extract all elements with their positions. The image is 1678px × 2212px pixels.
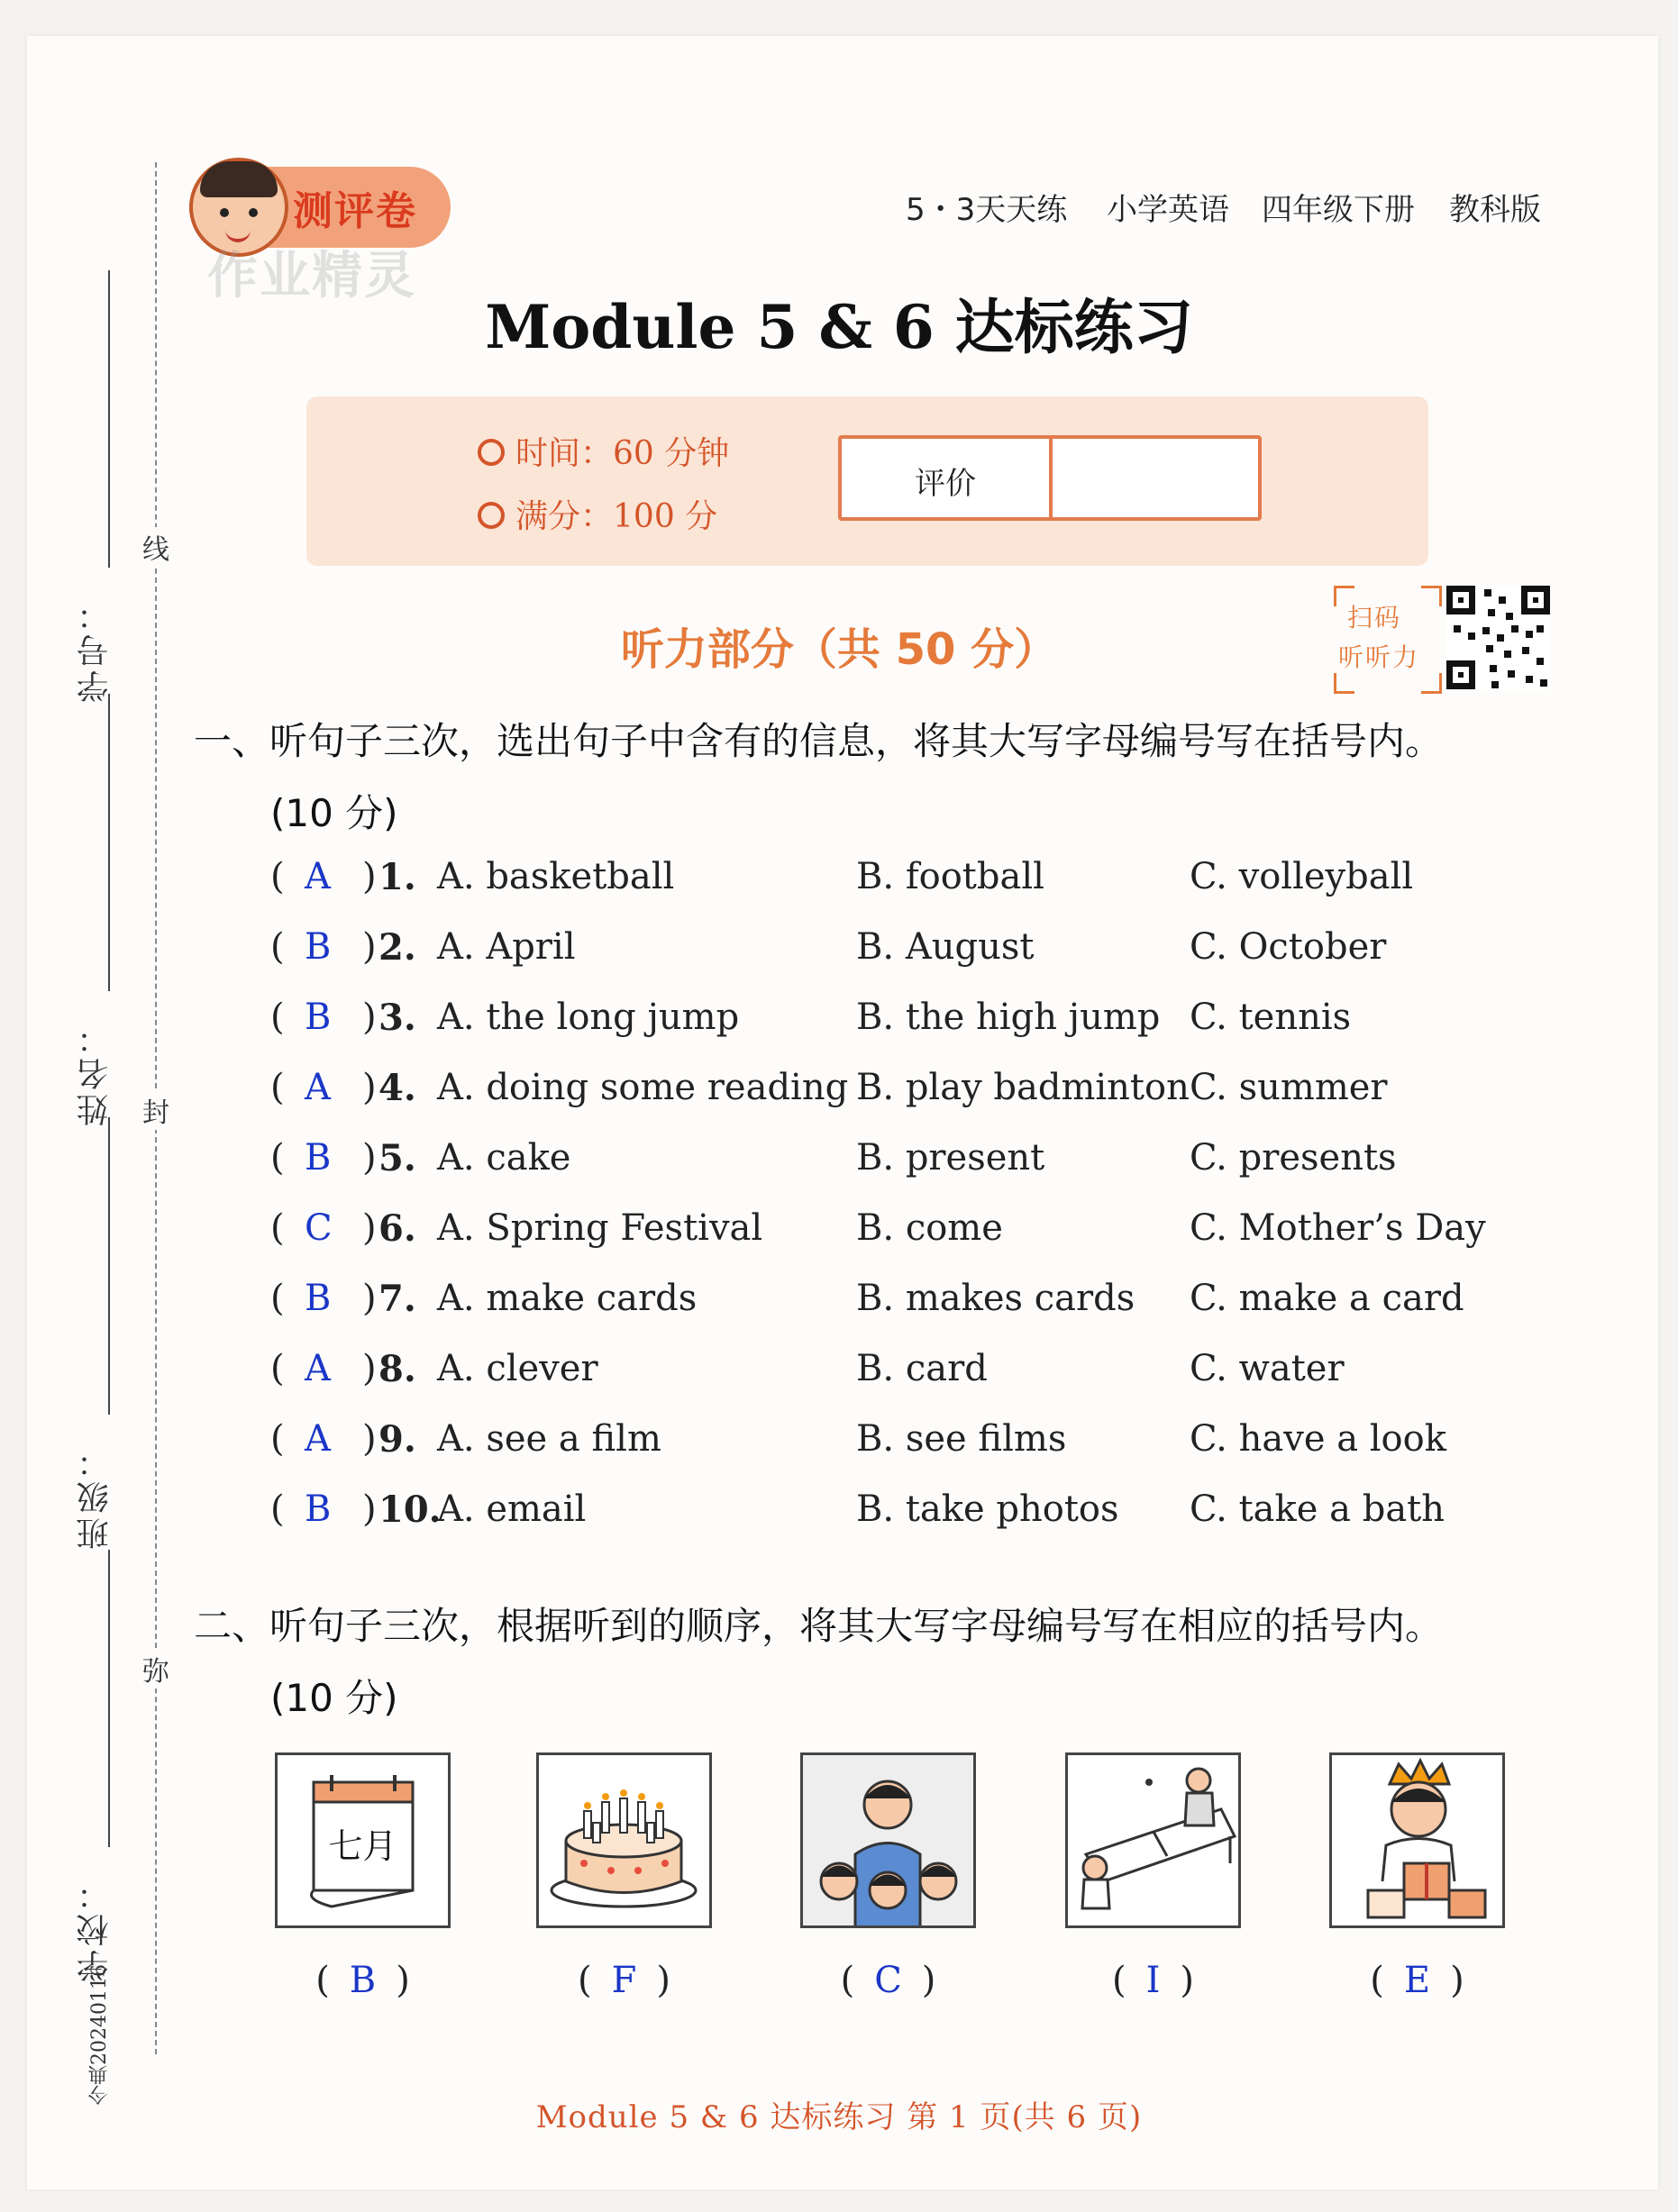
scan-to-listen[interactable] bbox=[1334, 586, 1442, 694]
question-number: 8. bbox=[378, 1348, 416, 1390]
answer-paren-open: ( bbox=[270, 1418, 285, 1460]
field-name: 姓名： bbox=[77, 1018, 114, 1126]
grade: 四年级下册 bbox=[1262, 192, 1415, 228]
option-c: C. make a card bbox=[1190, 1278, 1464, 1319]
option-c: C. summer bbox=[1190, 1067, 1388, 1108]
answer-paren-close: ) bbox=[362, 926, 377, 968]
answer-paren-open: ( bbox=[270, 926, 285, 968]
answer-value: C bbox=[874, 1960, 902, 2001]
answer-paren-open: ( bbox=[270, 1348, 285, 1389]
question-number: 10. bbox=[378, 1488, 442, 1531]
answer-value: I bbox=[1145, 1960, 1161, 2001]
option-b: B. see films bbox=[856, 1418, 1067, 1460]
answer-value: B bbox=[305, 1488, 332, 1530]
score-label: 满分： bbox=[515, 498, 614, 535]
answer-paren-close: ) bbox=[1450, 1960, 1464, 2001]
option-a: A. make cards bbox=[437, 1278, 698, 1319]
question-row bbox=[270, 856, 1559, 910]
question-number: 6. bbox=[378, 1207, 416, 1250]
option-a: A. April bbox=[437, 926, 576, 968]
scan-text-2: 听听力 bbox=[1338, 642, 1420, 672]
answer-value: A bbox=[305, 856, 331, 897]
subject: 小学英语 bbox=[1107, 192, 1229, 228]
answer-value: A bbox=[305, 1348, 331, 1389]
answer-paren-close: ) bbox=[362, 1488, 377, 1530]
option-a: A. the long jump bbox=[437, 997, 740, 1038]
time-value: 60 分钟 bbox=[613, 435, 730, 472]
field-student-id: 学号： bbox=[77, 595, 114, 703]
evaluation-box bbox=[838, 435, 1262, 521]
picture-teacher-students bbox=[800, 1752, 976, 1928]
question-row bbox=[270, 1067, 1559, 1121]
answer-paren-open: ( bbox=[270, 1278, 285, 1319]
option-c: C. have a look bbox=[1190, 1418, 1446, 1460]
answer-paren-open: ( bbox=[270, 997, 285, 1038]
picture-birthday-presents bbox=[1329, 1752, 1505, 1928]
answer-paren-open: ( bbox=[270, 1067, 285, 1108]
option-b: B. present bbox=[856, 1137, 1045, 1179]
option-a: A. Spring Festival bbox=[437, 1207, 763, 1249]
option-a: A. basketball bbox=[437, 856, 675, 897]
question-row bbox=[270, 926, 1559, 980]
answer-paren-open: ( bbox=[270, 856, 285, 897]
time-label: 时间： bbox=[515, 435, 614, 472]
question-number: 3. bbox=[378, 997, 416, 1039]
binding-mark-seal: 封 bbox=[142, 1090, 169, 1130]
print-code: 今典20240116 bbox=[88, 1964, 111, 2105]
section-2-score: (10 分) bbox=[270, 1676, 398, 1720]
page-footer: Module 5 & 6 达标练习 第 1 页(共 6 页) bbox=[535, 2099, 1143, 2135]
answer-value: F bbox=[611, 1960, 637, 2001]
picture-answer bbox=[1329, 1960, 1505, 2001]
option-a: A. doing some reading bbox=[437, 1067, 849, 1108]
question-number: 7. bbox=[378, 1278, 416, 1320]
option-b: B. makes cards bbox=[856, 1278, 1135, 1319]
option-b: B. take photos bbox=[856, 1488, 1119, 1530]
option-b: B. football bbox=[856, 856, 1044, 897]
picture-table-tennis bbox=[1065, 1752, 1241, 1928]
picture-birthday-cake bbox=[536, 1752, 712, 1928]
picture-answer bbox=[275, 1960, 451, 2001]
answer-value: B bbox=[349, 1960, 377, 2001]
field-line bbox=[108, 1550, 110, 1847]
binding-mark-seal-edge: 弥 bbox=[142, 1649, 169, 1689]
option-c: C. volleyball bbox=[1190, 856, 1414, 897]
time-info bbox=[478, 428, 729, 474]
answer-paren-open: ( bbox=[1111, 1960, 1126, 2001]
answer-paren-open: ( bbox=[840, 1960, 855, 2001]
answer-paren-close: ) bbox=[362, 1278, 377, 1319]
section-1-score: (10 分) bbox=[270, 791, 398, 835]
question-number: 1. bbox=[378, 856, 416, 898]
evaluation-label: 评价 bbox=[915, 466, 976, 502]
field-school: 学校： bbox=[77, 1874, 114, 1982]
page-title: Module 5 & 6 达标练习 bbox=[485, 292, 1193, 362]
answer-value: A bbox=[305, 1418, 331, 1460]
question-row bbox=[270, 997, 1559, 1051]
answer-paren-close: ) bbox=[362, 1137, 377, 1179]
option-a: A. clever bbox=[437, 1348, 598, 1389]
answer-value: B bbox=[305, 926, 332, 968]
badge-label: 测评卷 bbox=[293, 188, 417, 234]
exam-info-box bbox=[306, 396, 1428, 566]
question-row bbox=[270, 1488, 1559, 1543]
option-b: B. play badminton bbox=[856, 1067, 1190, 1108]
answer-value: B bbox=[305, 997, 332, 1038]
answer-paren-close: ) bbox=[1180, 1960, 1195, 2001]
answer-paren-close: ) bbox=[656, 1960, 670, 2001]
option-c: C. water bbox=[1190, 1348, 1345, 1389]
qr-code-icon[interactable] bbox=[1446, 586, 1550, 689]
field-class: 班级： bbox=[77, 1442, 114, 1550]
answer-value: A bbox=[305, 1067, 331, 1108]
calendar-text: 七月 bbox=[328, 1826, 397, 1866]
picture-answer bbox=[536, 1960, 712, 2001]
listening-section-heading: 听力部分（共 50 分） bbox=[620, 624, 1058, 675]
option-a: A. cake bbox=[437, 1137, 571, 1179]
answer-paren-close: ) bbox=[362, 1418, 377, 1460]
answer-paren-close: ) bbox=[362, 1348, 377, 1389]
answer-paren-close: ) bbox=[921, 1960, 936, 2001]
answer-paren-close: ) bbox=[396, 1960, 410, 2001]
picture-answer bbox=[1065, 1960, 1241, 2001]
section-1-title: 一、听句子三次，选出句子中含有的信息，将其大写字母编号写在括号内。 bbox=[194, 719, 1444, 763]
binding-mark-line: 线 bbox=[142, 527, 169, 567]
option-c: C. October bbox=[1190, 926, 1387, 968]
picture-calendar bbox=[275, 1752, 451, 1928]
answer-value: C bbox=[305, 1207, 333, 1249]
answer-paren-open: ( bbox=[1370, 1960, 1384, 2001]
question-row bbox=[270, 1207, 1559, 1261]
field-line bbox=[108, 1117, 110, 1415]
edition: 教科版 bbox=[1449, 192, 1541, 228]
question-row bbox=[270, 1418, 1559, 1472]
section-2-title: 二、听句子三次，根据听到的顺序，将其大写字母编号写在相应的括号内。 bbox=[194, 1604, 1444, 1648]
answer-value: B bbox=[305, 1278, 332, 1319]
question-number: 2. bbox=[378, 926, 416, 969]
answer-value: E bbox=[1403, 1960, 1431, 2001]
series-name: 5・3天天练 bbox=[906, 192, 1068, 228]
option-b: B. August bbox=[856, 926, 1035, 968]
option-b: B. card bbox=[856, 1348, 988, 1389]
score-info bbox=[478, 491, 717, 537]
answer-paren-open: ( bbox=[270, 1488, 285, 1530]
scan-text-1: 扫码 bbox=[1347, 603, 1402, 633]
question-number: 9. bbox=[378, 1418, 416, 1461]
question-row bbox=[270, 1278, 1559, 1332]
answer-value: B bbox=[305, 1137, 332, 1179]
answer-paren-open: ( bbox=[578, 1960, 592, 2001]
watermark: 作业精灵 bbox=[207, 247, 416, 305]
picture-answer bbox=[800, 1960, 976, 2001]
option-b: B. come bbox=[856, 1207, 1003, 1249]
clock-icon bbox=[478, 439, 505, 466]
option-a: A. email bbox=[437, 1488, 587, 1530]
answer-paren-open: ( bbox=[315, 1960, 330, 2001]
option-c: C. take a bath bbox=[1190, 1488, 1445, 1530]
answer-paren-close: ) bbox=[362, 1207, 377, 1249]
answer-paren-open: ( bbox=[270, 1137, 285, 1179]
check-icon bbox=[478, 502, 505, 529]
answer-paren-open: ( bbox=[270, 1207, 285, 1249]
answer-paren-close: ) bbox=[362, 997, 377, 1038]
answer-paren-close: ) bbox=[362, 856, 377, 897]
option-a: A. see a film bbox=[437, 1418, 661, 1460]
question-number: 5. bbox=[378, 1137, 416, 1179]
answer-paren-close: ) bbox=[362, 1067, 377, 1108]
option-c: C. tennis bbox=[1190, 997, 1352, 1038]
question-row bbox=[270, 1348, 1559, 1402]
option-b: B. the high jump bbox=[856, 997, 1161, 1038]
option-c: C. Mother’s Day bbox=[1190, 1207, 1486, 1249]
score-value: 100 分 bbox=[613, 498, 718, 535]
question-number: 4. bbox=[378, 1067, 416, 1109]
option-c: C. presents bbox=[1190, 1137, 1397, 1179]
question-row bbox=[270, 1137, 1559, 1191]
field-line bbox=[108, 694, 110, 991]
